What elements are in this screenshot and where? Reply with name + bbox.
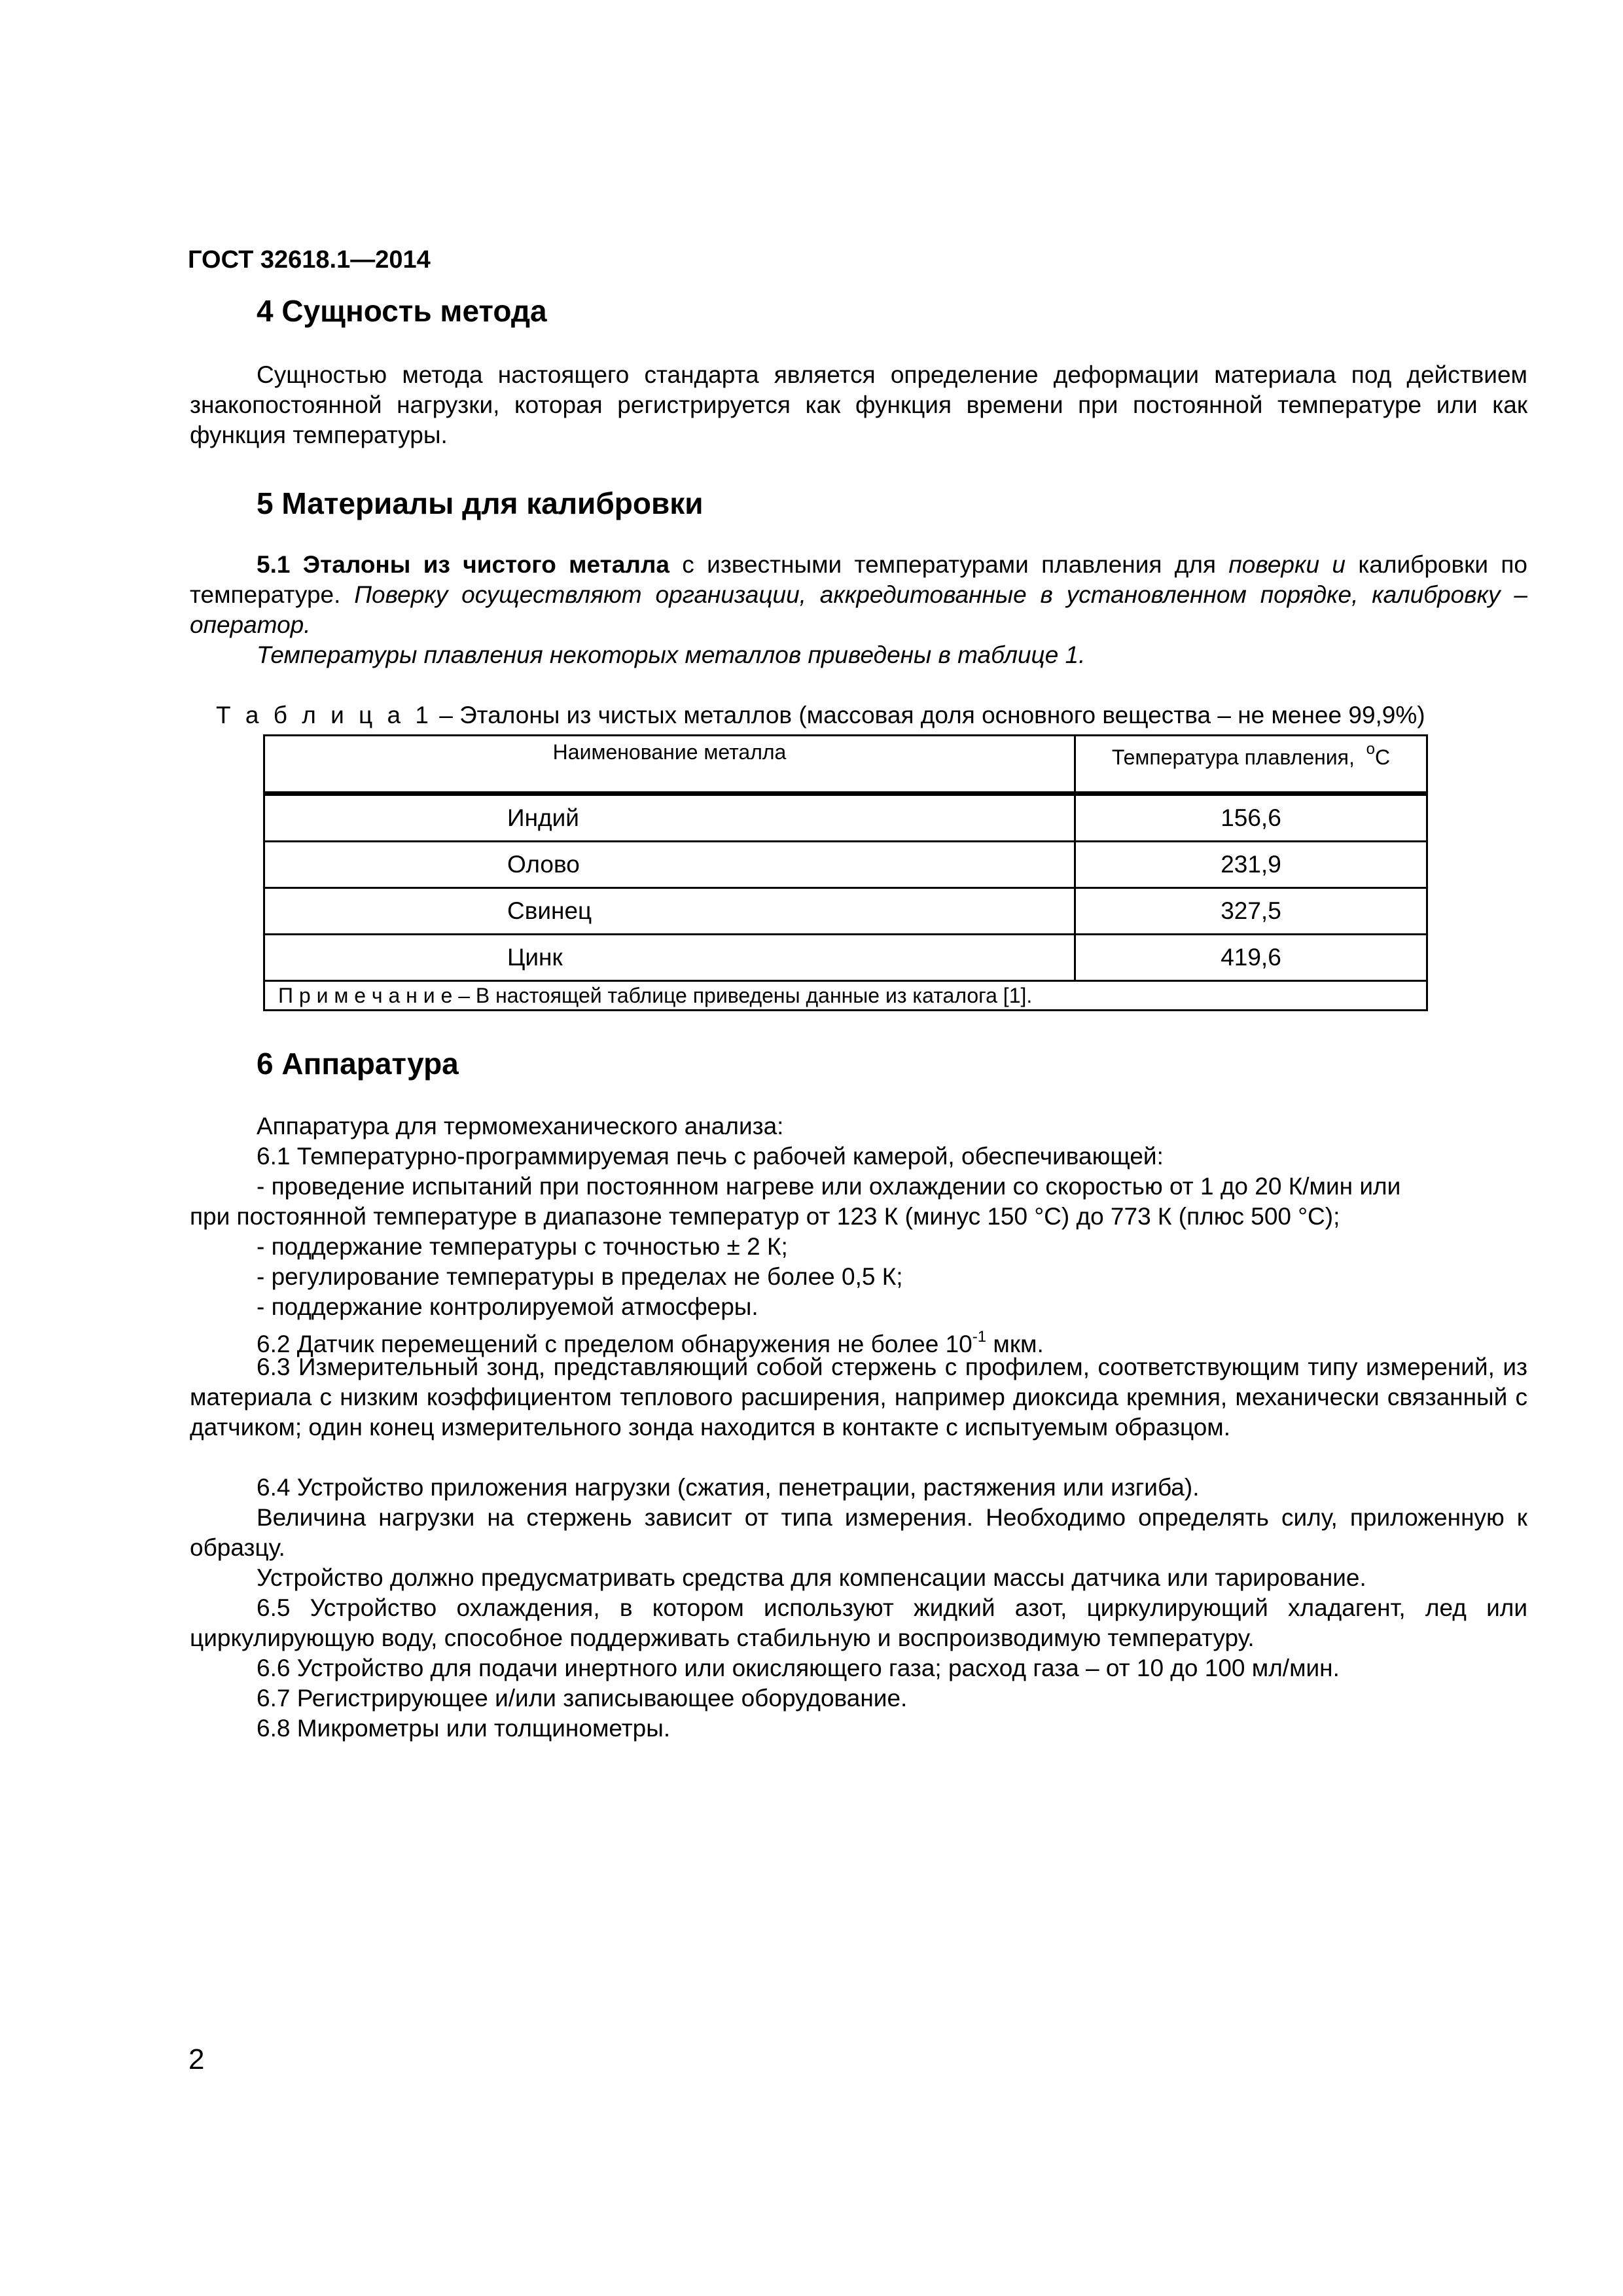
item-6-1-d: - поддержание контролируемой атмосферы. — [257, 1293, 758, 1320]
metal-name: Свинец — [264, 888, 1075, 935]
section-5-title: 5 Материалы для калибровки — [257, 486, 704, 520]
item-6-2: 6.2 Датчик перемещений с пределом обнаружения не более $10^{-1}$ мкм. — [257, 1328, 1044, 1357]
item-6-1-c: - регулирование температуры в пределах не более 0,5 К; — [257, 1263, 903, 1290]
table-row — [264, 888, 1427, 935]
melting-temp: 231,9 — [1075, 842, 1427, 888]
page-number: 2 — [188, 2043, 205, 2075]
table-row — [264, 935, 1427, 981]
melting-temp: 156,6 — [1075, 794, 1427, 842]
section-5-table-ref: Температуры плавления некоторых металлов приведены в таблице 1. — [257, 641, 1086, 668]
col-melting-temp: Температура плавления, $^o$С — [1075, 736, 1427, 794]
table-1-caption: Т а б л и ц а 1 – Эталоны из чистых металлов (массовая доля основного вещества – не менее 99,9%) — [216, 702, 1425, 728]
item-6-4-compensation: Устройство должно предусматривать средства для компенсации массы датчика или тарирование. — [257, 1564, 1366, 1591]
table-note: П р и м е ч а н и е – В настоящей таблице приведены данные из каталога [1]. — [264, 981, 1427, 1011]
item-6-5: 6.5 Устройство охлаждения, в котором используют жидкий азот, циркулирующий хладагент, лед или циркулирующую воду, способное поддерживать стабильную и воспроизводимую температуру. — [190, 1594, 1527, 1651]
melting-temp: 327,5 — [1075, 888, 1427, 935]
metal-name: Индий — [264, 794, 1075, 842]
section-5-1-text: 5.1 Эталоны из чистого металла с известными температурами плавления для поверки и калибровки по температуре. Поверку осуществляют организации, аккредитованные в установленном порядке, калибровку – оператор. — [190, 551, 1528, 638]
table-header-row — [264, 736, 1427, 794]
table-row — [264, 842, 1427, 888]
section-6-intro: Аппаратура для термомеханического анализа: — [257, 1113, 784, 1139]
col-metal-name: Наименование металла — [264, 736, 1075, 794]
section-4-title: 4 Сущность метода — [257, 294, 547, 328]
metal-name: Цинк — [264, 935, 1075, 981]
item-6-1: 6.1 Температурно-программируемая печь с рабочей камерой, обеспечивающей: — [257, 1143, 1164, 1170]
item-6-4-load: Величина нагрузки на стержень зависит от типа измерения. Необходимо определять силу, приложенную к образцу. — [190, 1504, 1527, 1561]
item-6-7: 6.7 Регистрирующее и/или записывающее оборудование. — [257, 1685, 908, 1712]
table-1 — [263, 734, 1428, 1011]
item-6-1-a-line2: при постоянной температуре в диапазоне температур от 123 К (минус 150 °С) до 773 К (плюс 500 °С); — [190, 1203, 1340, 1230]
item-6-3: 6.3 Измерительный зонд, представляющий собой стержень с профилем, соответствующим типу измерений, из материала с низким коэффициентом теплового расширения, например диоксида кремния, механически связанный с датчиком; один конец измерительного зонда находится в контакте с испытуемым образцом. — [190, 1354, 1527, 1441]
table-note-row — [264, 981, 1427, 1011]
melting-temp: 419,6 — [1075, 935, 1427, 981]
item-6-4: 6.4 Устройство приложения нагрузки (сжатия, пенетрации, растяжения или изгиба). — [257, 1474, 1200, 1501]
standard-number: ГОСТ 32618.1—2014 — [188, 246, 431, 274]
item-6-1-a-line1: - проведение испытаний при постоянном нагреве или охлаждении со скоростью от 1 до 20 К/мин или — [257, 1173, 1401, 1200]
section-6-title: 6 Аппаратура — [257, 1047, 459, 1081]
table-row — [264, 794, 1427, 842]
metal-name: Олово — [264, 842, 1075, 888]
item-6-6: 6.6 Устройство для подачи инертного или окисляющего газа; расход газа – от 10 до 100 мл/мин. — [257, 1655, 1340, 1681]
section-4-text: Сущностью метода настоящего стандарта является определение деформации материала под действием знакопостоянной нагрузки, которая регистрируется как функция времени при постоянной температуре или как функция температуры. — [190, 361, 1527, 448]
item-6-8: 6.8 Микрометры или толщинометры. — [257, 1715, 671, 1742]
item-6-1-b: - поддержание температуры с точностью ± 2 К; — [257, 1233, 788, 1260]
